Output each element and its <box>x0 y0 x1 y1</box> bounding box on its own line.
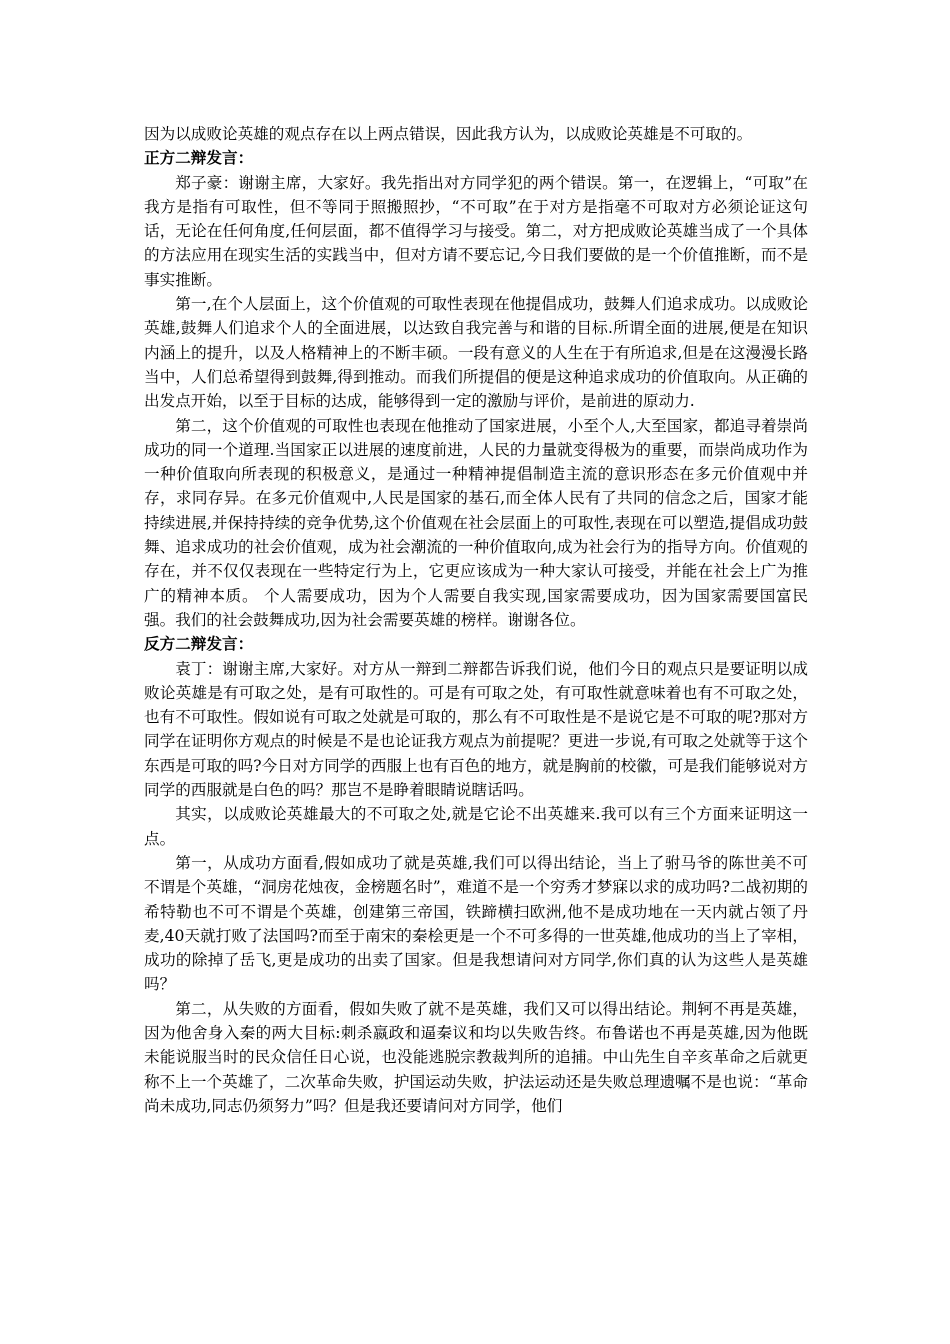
paragraph: 因为以成败论英雄的观点存在以上两点错误，因此我方认为，以成败论英雄是不可取的。 <box>144 125 753 143</box>
paragraph: 其实，以成败论英雄最大的不可取之处,就是它论不出英雄来.我可以有三个方面来证明这一点。 <box>144 805 808 848</box>
paragraph: 郑子豪：谢谢主席，大家好。我先指出对方同学犯的两个错误。第一，在逻辑上，“可取”在我方是指有可取性，但不等同于照搬照抄，“不可取”在于对方是指毫不可取对方必须论证这句话，无论在任何角度,任何层面，都不值得学习与接受。第二，对方把成败论英雄当成了一个具体的方法应用在现实生活的实践当中，但对方请不要忘记,今日我们要做的是一个价值推断，而不是事实推断。 <box>144 173 808 289</box>
paragraph: 第一，从成功方面看,假如成功了就是英雄,我们可以得出结论，当上了驸马爷的陈世美不可不谓是个英雄，“洞房花烛夜，金榜题名时”，难道不是一个穷秀才梦寐以求的成功吗?二战初期的希特勒也不可不谓是个英雄，创建第三帝国，铁蹄横扫欧洲,他不是成功地在一天内就占领了丹麦,40天就打败了法国吗?而至于南宋的秦桧更是一个不可多得的一世英雄,他成功的当上了宰相，成功的除掉了岳飞,更是成功的出卖了国家。但是我想请问对方同学,你们真的认为这些人是英雄吗？ <box>144 853 808 994</box>
paragraph: 第二，这个价值观的可取性也表现在他推动了国家进展，小至个人,大至国家，都追寻着崇尚成功的同一个道理.当国家正以进展的速度前进，人民的力量就变得极为的重要，而崇尚成功作为一种价值取向所表现的积极意义，是通过一种精神提倡制造主流的意识形态在多元价值观中并存，求同存异。在多元价值观中,人民是国家的基石,而全体人民有了共同的信念之后，国家才能持续进展,并保持持续的竞争优势,这个价值观在社会层面上的可取性,表现在可以塑造,提倡成功鼓舞、追求成功的社会价值观，成为社会潮流的一种价值取向,成为社会行为的指导方向。价值观的存在，并不仅仅表现在一些特定行为上，它更应该成为一种大家认可接受，并能在社会上广为推广的精神本质。 个人需要成功，因为个人需要自我实现,国家需要成功，因为国家需要国富民强。我们的社会鼓舞成功,因为社会需要英雄的榜样。谢谢各位。 <box>144 416 808 629</box>
document-body <box>144 122 808 1118</box>
section-heading-pro-second-speaker: 正方二辩发言： <box>144 148 254 168</box>
paragraph: 第二，从失败的方面看，假如失败了就不是英雄，我们又可以得出结论。荆轲不再是英雄，因为他舍身入秦的两大目标:刺杀嬴政和逼秦议和均以失败告终。布鲁诺也不再是英雄,因为他既未能说服当时的民众信任日心说，也没能逃脱宗教裁判所的追捕。中山先生自辛亥革命之后就更称不上一个英雄了，二次革命失败，护国运动失败，护法运动还是失败总理遗嘱不是也说：“革命尚未成功,同志仍须努力”吗？但是我还要请问对方同学，他们 <box>144 999 808 1115</box>
paragraph: 第一,在个人层面上，这个价值观的可取性表现在他提倡成功，鼓舞人们追求成功。以成败论英雄,鼓舞人们追求个人的全面进展，以达致自我完善与和谐的目标.所谓全面的进展,便是在知识内涵上的提升，以及人格精神上的不断丰硕。一段有意义的人生在于有所追求,但是在这漫漫长路当中，人们总希望得到鼓舞,得到推动。而我们所提倡的便是这种追求成功的价值取向。从正确的出发点开始，以至于目标的达成，能够得到一定的激励与评价，是前进的原动力. <box>144 295 808 411</box>
paragraph: 袁丁：谢谢主席,大家好。对方从一辩到二辩都告诉我们说，他们今日的观点只是要证明以成败论英雄是有可取之处，是有可取性的。可是有可取之处，有可取性就意味着也有不可取之处，也有不可取性。假如说有可取之处就是可取的，那么有不可取性是不是说它是不可取的呢?那对方同学在证明你方观点的时候是不是也论证我方观点为前提呢？更进一步说,有可取之处就等于这个东西是可取的吗?今日对方同学的西服上也有百色的地方，就是胸前的校徽，可是我们能够说对方同学的西服就是白色的吗？那岂不是睁着眼睛说瞎话吗。 <box>144 659 808 800</box>
section-heading-con-second-speaker: 反方二辩发言： <box>144 634 254 654</box>
